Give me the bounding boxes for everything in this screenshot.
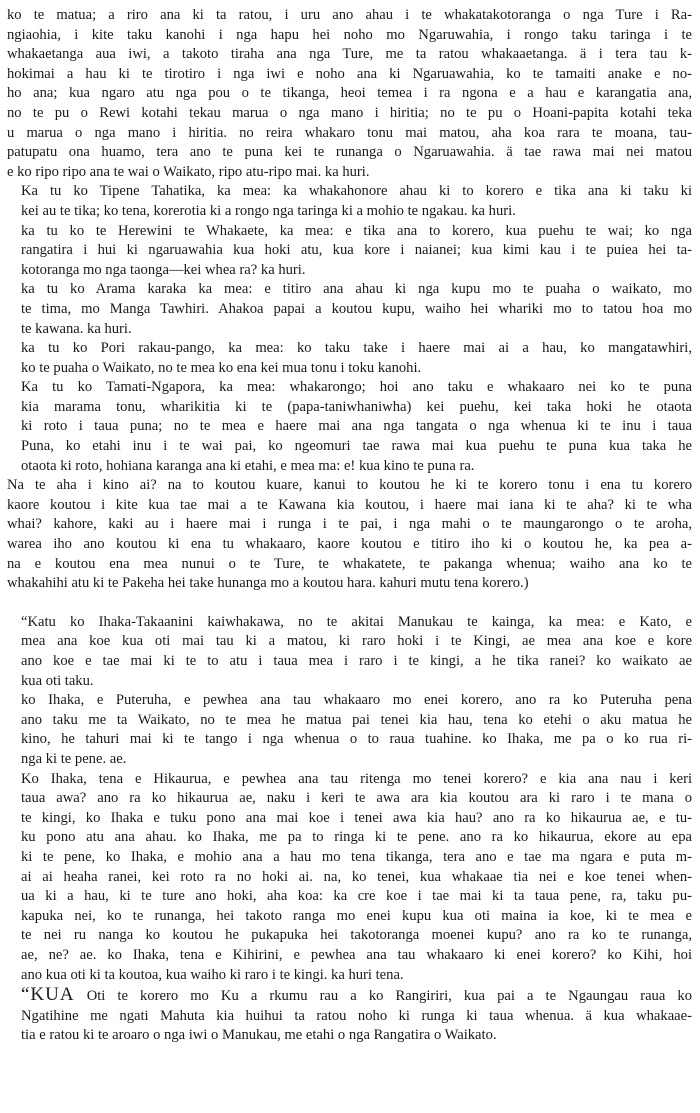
text-line: ano kua oti ki ta koutoa, kua waiho ki raro i te kingi. ka huri tena. bbox=[21, 966, 404, 983]
paragraph-gap bbox=[7, 594, 692, 613]
text-line: Ko Ihaka, tena e Hikaurua, e pewhea ana tau ritenga mo tenei korero? e kia ana nau i keri bbox=[21, 770, 692, 787]
text-line: te tima, mo Manga Tawhiri. Ahakoa papai a koutou kupu, waiho hei whariki mo to tatou hoa mo bbox=[21, 300, 692, 317]
text-line: ae, ne? ae. ko Ihaka, tena e Kihirini, e pewhea ana tau whakaaro ki enei korero? ko Kihi, hoi bbox=[21, 946, 692, 963]
text-line: no te pu o Rewi kotahi tekau marua o nga mano i hiritia; no te pu o Hoani-papita kotahi teka bbox=[7, 104, 692, 121]
paragraph-p3 bbox=[7, 222, 692, 281]
text-line: ki roto i taua puna; no te mea e haere mai ana nga tangata o nga whenua ki te inu i taua bbox=[21, 418, 692, 435]
text-line: tia e ratou ki te aroaro o nga iwi o Manukau, me etahi o nga Rangatira o Waikato. bbox=[21, 1027, 497, 1044]
paragraph-p2 bbox=[7, 182, 692, 221]
text-line: kaore koutou i kite kua tae mai a te Kawana kia koutou, i haere mai iana ki te aha? ki te wha bbox=[7, 496, 692, 513]
text-line: ngiaohia, i kite taku kanohi i nga hapu hei noho mo Ngaruwahia, i rongo taku taringa i te bbox=[7, 26, 692, 43]
paragraph-p4 bbox=[7, 280, 692, 339]
text-line: rangatira i hui ki ngaruawahia kua hoki atu, kua kore i naianei; kua kimi kau i te puiea hei ta- bbox=[21, 242, 692, 259]
text-line: te nei ru nanga ko koutou he pukapuka hei takotoranga moenei kupu? ano ra ko te runanga, bbox=[21, 927, 692, 944]
text-line: kia marama tonu, wharikitia ki te (papa-taniwhaniwha) kei puehu, kei taka hoki he otaota bbox=[21, 398, 692, 415]
text-line: whakahihi atu ki te Pakeha hei take hunanga mo a koutou hara. kahuri mutu tena korero.) bbox=[7, 575, 529, 592]
text-line: Puna, ko etahi inu i te wai pai, ko ngeomuri tae rawa mai kua puehu te puna kua taka he bbox=[21, 438, 692, 455]
text-line: kapuka nei, ko te runanga, hei takoto ranga mo enei kupu kua oti maina ia koe, ki te mea e bbox=[21, 907, 692, 924]
text-line: warea iho ano koutou ki ena tu whakaaro, kaore koutou e titiro iho ki o koutou he, ka pea a- bbox=[7, 536, 692, 553]
paragraph-p6 bbox=[7, 378, 692, 476]
text-line: e ko ripo ripo ana te wai o Waikato, ripo atu-ripo mai. ka huri. bbox=[7, 163, 370, 180]
text-line: ko te matua; a riro ana ki ta ratou, i uru ano ahau i te whakatakotoranga o nga Ture i Ra- bbox=[7, 7, 692, 23]
text-line: Ka tu ko Tipene Tahatika, ka mea: ka whakahonore ahau ki to korero e tika ana ki taku ki bbox=[21, 183, 692, 200]
text-line: patupatu ona huamo, tera ano te puna kei te runanga o Ngaruawahia. ä tae rawa mai nei matou bbox=[7, 144, 692, 161]
text-line: te kingi, ko Ihaka e tuku pono ana mai koe i tenei awa kia hau? ano ra ko hikaurua ae, e tu- bbox=[21, 809, 692, 826]
text-line: ai ai heaha ranei, kei roto ra no hoki ai. na, ko tenei, kua whakaae tia nei e koe tenei when- bbox=[21, 868, 692, 885]
text-line: ano taku me ta Waikato, no te mea he matua pai tenei kia hau, tena ko etehi o aku matua he bbox=[21, 711, 692, 728]
text-line: mea ana koe kua oti mai tau ki a matou, ki raro hoki i te Kingi, ae mea ana koe e kore bbox=[21, 633, 692, 650]
paragraph-p7 bbox=[7, 476, 692, 594]
text-line-rest: Oti te korero mo Ku a rkumu rau a ko Rangiriri, kua pai a te Ngaungau raua ko bbox=[74, 988, 692, 1005]
text-line: nga ki te pene. ae. bbox=[21, 750, 127, 767]
text-line: kua oti taku. bbox=[21, 672, 94, 689]
text-line: “Katu ko Ihaka-Takaanini kaiwhakawa, no te akitai Manukau te kainga, ka mea: e Kato, e bbox=[21, 613, 692, 630]
text-line: kei au te tika; ko tena, korerotia ki a rongo nga taringa ki a mohio te ngakau. ka huri. bbox=[21, 202, 516, 219]
text-line: ka tu ko Arama karaka ka mea: e titiro ana ahau ki nga kupu mo te puaha o waikato, mo bbox=[21, 281, 692, 298]
text-line: Na te aha i kino ai? na to koutou kuare, kanui to koutou he ki te korero tonu i ena tu korero bbox=[7, 477, 692, 494]
text-line: ka tu ko te Herewini te Whakaete, ka mea: e tika ana to korero, kua puehu te wai; ko nga bbox=[21, 222, 692, 239]
text-line: na e koutou ena mea nunui o te Ture, te whakatete, te pakanga whenua; waiho ana ko te bbox=[7, 555, 692, 572]
paragraph-p11 bbox=[7, 985, 692, 1046]
text-line bbox=[7, 985, 692, 1007]
text-line: Ngatihine me ngati Mahuta kia huihui ta ratou noho ki runga ki taua whenua. ä kua whakaae- bbox=[21, 1007, 692, 1024]
text-line: whai? kahore, kaki au i haere mai i runga i te pai, i nga mahi o te maungarongo o te aroha, bbox=[7, 516, 692, 533]
paragraph-p10 bbox=[7, 770, 692, 986]
text-line: ki te pene, ko Ihaka, e mohio ana a hau mo tena tikanga, tera ano e tae ma ngara e puta m- bbox=[21, 848, 692, 865]
text-line: whakaetanga aua iwi, a takoto tiraha ana nga Ture, me ta ratou whakaaetanga. ä i tera tau k- bbox=[7, 46, 692, 63]
paragraph-p9 bbox=[7, 691, 692, 769]
text-line: te kawana. ka huri. bbox=[21, 320, 132, 337]
text-line: Ka tu ko Tamati-Ngapora, ka mea: whakarongo; hoi ano taku e whakaaro nei ko te puna bbox=[21, 379, 692, 396]
text-line: ko Ihaka, e Puteruha, e pewhea ana tau whakaaro mo enei korero, ano ra ko Puteruha pena bbox=[21, 692, 692, 709]
paragraph-p8 bbox=[7, 613, 692, 691]
text-line: ka tu ko Pori rakau-pango, ka mea: ko taku take i haere mai ai a hau, ko mangatawhiri, bbox=[21, 340, 692, 357]
text-line: ko te puaha o Waikato, no te mea ko ena kei mua tonu i toku kanohi. bbox=[21, 359, 422, 376]
text-line: u marua o nga mano i hiritia. no reira whakaro tonu mai matou, aha koa rara te moana, tau- bbox=[7, 124, 692, 141]
paragraph-p1 bbox=[7, 6, 692, 182]
paragraph-p5 bbox=[7, 339, 692, 378]
lead-word: “KUA bbox=[21, 985, 75, 1006]
text-line: kotoranga mo nga taonga—kei whea ra? ka huri. bbox=[21, 261, 306, 278]
text-line: ku pono atu ana ahau. ko Ihaka, me pa to ringa ki te pene. ano ra ko hikaurua, ekore au epa bbox=[21, 829, 692, 846]
text-line: kino, he tahuri mai ki te tango i nga whenua o to raua tuahine. ko Ihaka, me pa o ko rua ri- bbox=[21, 731, 692, 748]
text-line: hokimai a hau ki te tirotiro i nga iwi e noho ana ki Ngaruawahia, ko te tamaiti anake e no- bbox=[7, 65, 692, 82]
text-line: otaota ki roto, hohiana karanga ana ki etahi, e mea ma: e! kua kino te puna ra. bbox=[21, 457, 475, 474]
text-line: taua awa? ano ra ko hikaurua ae, naku i keri te awa ara kia koutou ara ki raro i te mana o bbox=[21, 790, 692, 807]
text-line: ano koe e tae mai ki te to atu i taua mea i raro i te kingi, a he tika ranei? ko waikato ae bbox=[21, 653, 692, 669]
text-line: ho ana; kua ngaro atu nga pou o te tikanga, heoi temea i ra ngona e a hau e karangatia ana, bbox=[7, 85, 692, 102]
text-line: ua ki a hau, ki te ture ano hoki, aha koa: ka cre koe i tae mai ki ta taua pene, ra, taku pu- bbox=[21, 888, 692, 905]
